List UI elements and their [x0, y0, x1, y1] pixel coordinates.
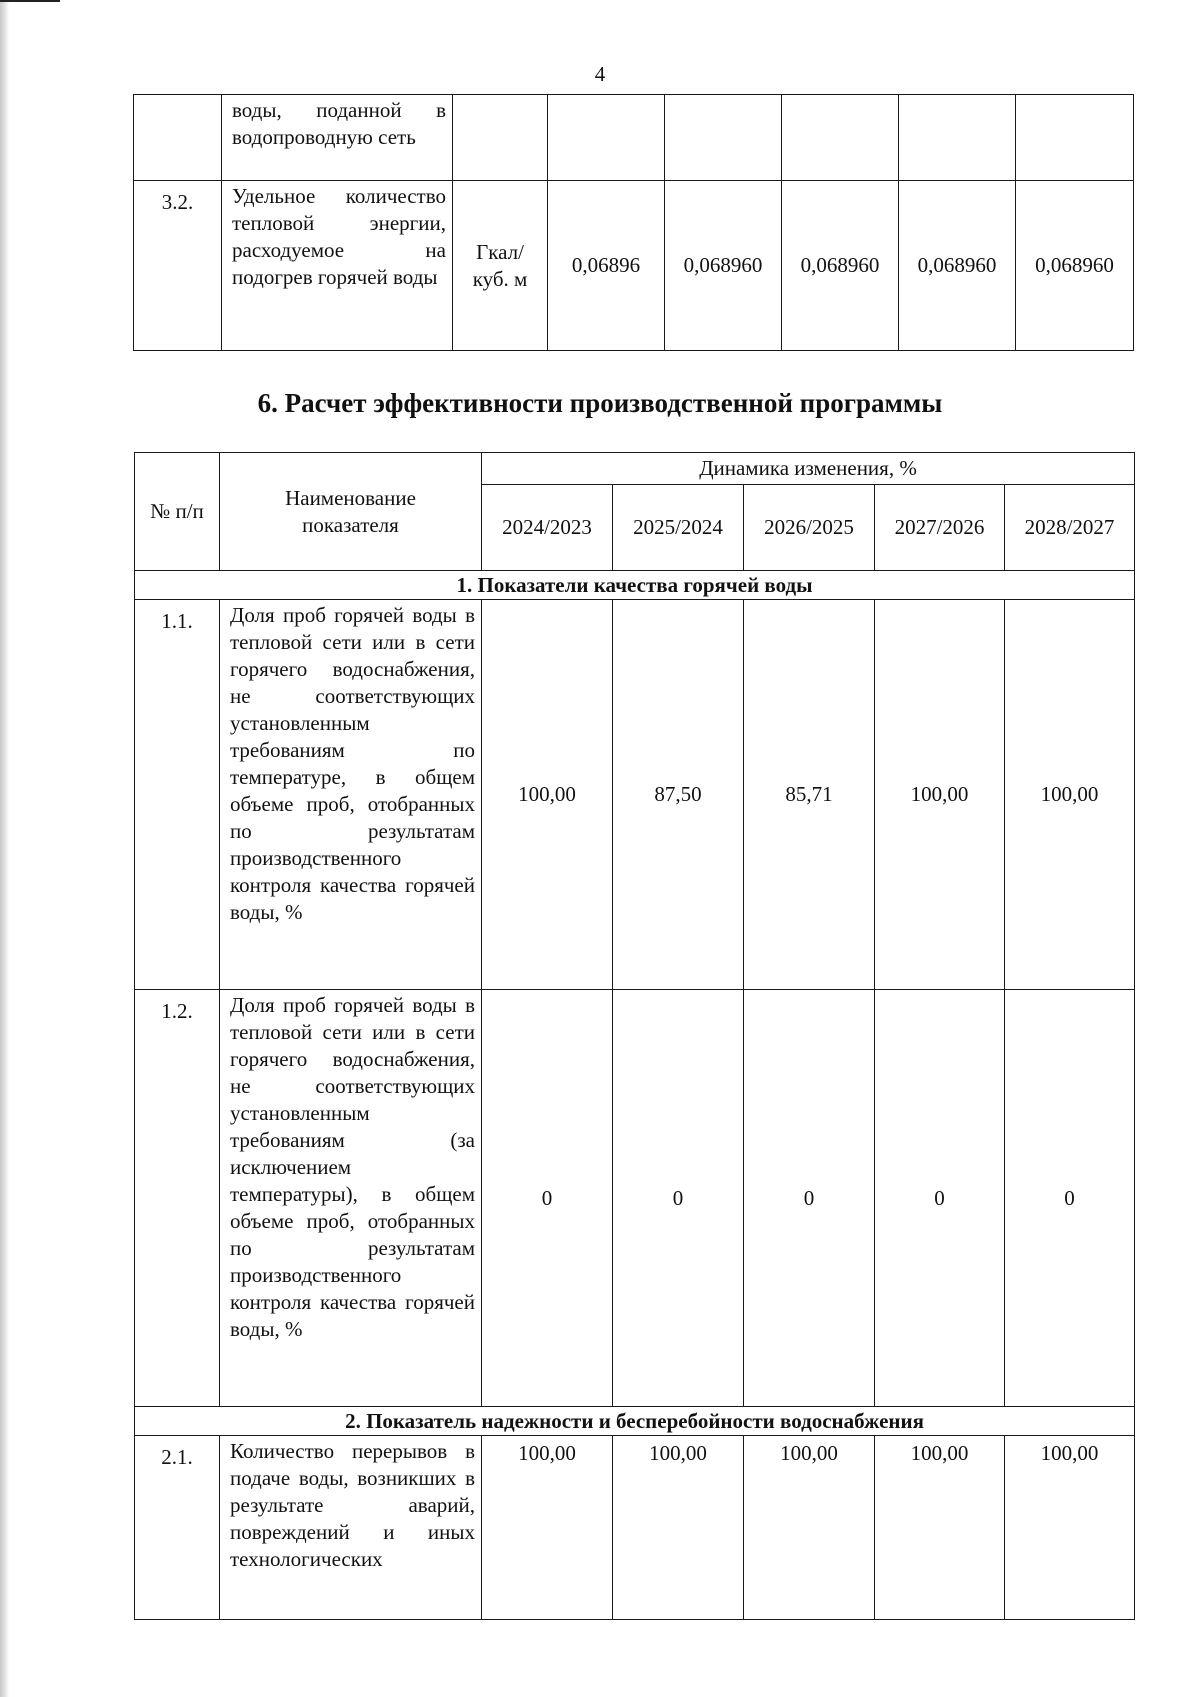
row-unit: Гкал/ куб. м	[453, 181, 548, 351]
row-value	[1016, 95, 1134, 181]
row-value	[782, 95, 899, 181]
row-value: 100,00	[1005, 600, 1135, 990]
row-value: 100,00	[875, 600, 1005, 990]
section-header: 1. Показатели качества горячей воды	[135, 571, 1135, 600]
header-year: 2028/2027	[1005, 485, 1135, 571]
row-name: воды, поданной в водопроводную сеть	[222, 95, 453, 181]
row-number: 1.2.	[135, 990, 220, 1407]
table-row	[134, 181, 1134, 351]
row-value: 0	[875, 990, 1005, 1407]
table-row	[135, 990, 1135, 1407]
row-value: 0	[1005, 990, 1135, 1407]
row-value: 100,00	[482, 1436, 613, 1620]
row-number: 1.1.	[135, 600, 220, 990]
row-value	[899, 95, 1016, 181]
row-value: 0,068960	[782, 181, 899, 351]
row-value: 100,00	[613, 1436, 744, 1620]
section-title: 6. Расчет эффективности производственной программы	[257, 388, 943, 418]
section-header: 2. Показатель надежности и бесперебойности водоснабжения	[135, 1407, 1135, 1436]
row-name: Доля проб горячей воды в тепловой сети или в сети горячего водоснабжения, не соответствующих установленным требованиям (за исключением температуры), в общем объеме проб, отобранных по результатам производственного контроля качества горячей воды, %	[220, 990, 482, 1407]
row-value: 0	[744, 990, 875, 1407]
row-value: 0,06896	[548, 181, 665, 351]
header-dynamics: Динамика изменения, %	[482, 453, 1135, 485]
header-year: 2026/2025	[744, 485, 875, 571]
scan-mark	[0, 0, 60, 2]
header-year: 2027/2026	[875, 485, 1005, 571]
header-year: 2024/2023	[482, 485, 613, 571]
top-table	[133, 94, 1134, 351]
efficiency-table	[134, 452, 1135, 1620]
page-number: 4	[594, 62, 606, 86]
section-header-row	[135, 571, 1135, 600]
row-value: 100,00	[1005, 1436, 1135, 1620]
header-number: № п/п	[135, 453, 220, 571]
row-value: 0	[613, 990, 744, 1407]
header-name: Наименование показателя	[220, 453, 482, 571]
row-value	[548, 95, 665, 181]
row-name: Удельное количество тепловой энергии, расходуемое на подогрев горячей воды	[222, 181, 453, 351]
row-name: Доля проб горячей воды в тепловой сети или в сети горячего водоснабжения, не соответствующих установленным требованиям по температуре, в общем объеме проб, отобранных по результатам производственного контроля качества горячей воды, %	[220, 600, 482, 990]
row-value: 100,00	[744, 1436, 875, 1620]
table-row	[135, 1436, 1135, 1620]
header-row	[135, 453, 1135, 485]
row-value: 85,71	[744, 600, 875, 990]
row-value: 0	[482, 990, 613, 1407]
row-number	[134, 95, 222, 181]
row-value: 0,068960	[665, 181, 782, 351]
row-value: 0,068960	[1016, 181, 1134, 351]
row-value: 87,50	[613, 600, 744, 990]
row-name: Количество перерывов в подаче воды, возникших в результате аварий, повреждений и иных технологических	[220, 1436, 482, 1620]
row-value: 0,068960	[899, 181, 1016, 351]
section-header-row	[135, 1407, 1135, 1436]
header-year: 2025/2024	[613, 485, 744, 571]
row-number: 2.1.	[135, 1436, 220, 1620]
row-value: 100,00	[875, 1436, 1005, 1620]
row-value	[665, 95, 782, 181]
scan-edge	[0, 0, 9, 1697]
table-row	[134, 95, 1134, 181]
row-number: 3.2.	[134, 181, 222, 351]
table-row	[135, 600, 1135, 990]
row-unit	[453, 95, 548, 181]
row-value: 100,00	[482, 600, 613, 990]
